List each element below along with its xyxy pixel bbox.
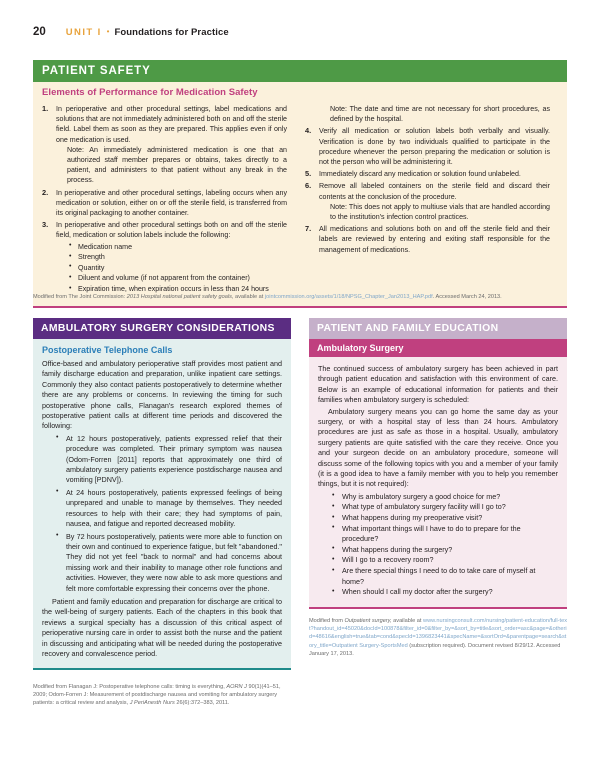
ambulatory-box-title: AMBULATORY SURGERY CONSIDERATIONS — [33, 318, 291, 339]
patient-safety-title: PATIENT SAFETY — [33, 60, 567, 82]
item-note: Note: This does not apply to multiuse vials that are handled according to the institution's infection control practices. — [330, 202, 550, 222]
list-item — [305, 126, 550, 167]
item-note: Note: The date and time are not necessary for short procedures, as defined by the hospital. — [330, 105, 550, 124]
source-italic: AORN J — [226, 684, 247, 690]
bullet-item: • What happens during the surgery? — [332, 545, 558, 556]
paragraph: The continued success of ambulatory surgery has been achieved in part through patient education and satisfaction with this environment of care. Below is an example of educational information for patients and their families when ambulatory surgery is scheduled: — [318, 364, 558, 405]
list-item — [305, 104, 550, 124]
bullet-item: • What happens during my preoperative visit? — [332, 513, 558, 524]
bullet-item: • At 24 hours postoperatively, patients expressed feelings of being unprepared and unable to manage by themselves. They needed resources to help with their care; they had symptoms of pain, nausea, and fatigue and reported decreased mobility. — [56, 488, 282, 530]
item-number: 6. — [305, 181, 312, 191]
source-link[interactable]: www.nursingconsult.com/nursing/patient-education/full-text?handout_id=45020&docId=100878&filter_id=0&filter_by=&sort_by=title&sort_order=asc&page=&otherid=48616&english=true&tab=cond&specId=1396823441&specName=&sortOrd=&parentpage=search&story_title=Outpatient Surgery-SportsMed — [309, 618, 567, 649]
unit-label: UNIT I — [65, 27, 102, 38]
ambulatory-box-bullets — [42, 434, 282, 594]
bullet-item: • Will I go to a recovery room? — [332, 555, 558, 566]
item-number: 2. — [42, 187, 49, 197]
patient-safety-right-list — [305, 104, 550, 255]
paragraph: Office-based and ambulatory perioperative staff provides most patient and family discharge education and preparation, unlike inpatient care settings. Commonly they also contact patients postoperatively to determine whether there are any problems or concerns. In reviewing the timing for such postoperative phone calls, Flanagan's research explored themes of postoperative patient calls at different time periods and discovered the following: — [42, 359, 282, 431]
patient-safety-subtitle: Elements of Performance for Medication Safety — [42, 87, 258, 98]
paragraph: Ambulatory surgery means you can go home the same day as your surgery, or with a hospital stay of less than 24 hours. Ambulatory procedures are just as safe as those in a hospital. Usually, ambulatory surgery patients are quite satisfied with the care they receive. Once you and your surgeon decide on an ambulatory procedure, someone will discuss some of the following topics with you and a member of your family (it is a good idea to have a family member with you to help you remember things, but it is not required): — [318, 406, 558, 489]
source-text — [33, 683, 291, 708]
ambulatory-box-source — [33, 676, 291, 708]
patient-safety-source — [33, 293, 567, 301]
list-item — [42, 220, 287, 294]
item-number: 3. — [42, 220, 49, 230]
source-italic: 2013 Hospital national patient safety goals, — [126, 294, 234, 300]
source-italic: J PeriAnesth Nurs — [129, 700, 175, 707]
source-prefix: Modified from Flanagan J: Postoperative telephone calls: timing is everything, — [33, 684, 227, 690]
bullet-item: • Strength — [69, 252, 287, 263]
education-box-bullets — [318, 492, 558, 598]
item-note: Note: An immediately administered medication is one that an authorized staff member prepares or obtains, takes directly to a patient, and administers to that patient without any break in the process. — [67, 145, 287, 185]
ambulatory-surgery-considerations-box — [33, 318, 291, 670]
bullet-item: • At 12 hours postoperatively, patients expressed relief that their procedure was completed. Their primary symptom was nausea (Odom-Forren [2011] reports that approximately one third of ambulatory surgery patients experience postdischarge nausea and vomiting [PDNV]). — [56, 434, 282, 486]
patient-safety-box — [33, 60, 567, 308]
item-text: In perioperative and other procedural settings, labeling occurs when any medication or solution, either on or off the sterile field, is transferred from its original packaging to another container. — [56, 188, 287, 218]
item-text: Verify all medication or solution labels both verbally and visually. Verification is done by two individuals qualified to participate in the procedure whenever the person preparing the medication or solution is not the person who will be administering it. — [319, 127, 550, 167]
item-text: All medications and solutions both on and off the sterile field and their labels are reviewed by entering and exiting staff responsible for the management of medications. — [319, 225, 550, 254]
education-box-subtitle: Ambulatory Surgery — [309, 339, 567, 357]
source-prefix: Modified from The Joint Commission: — [33, 294, 127, 300]
running-head — [33, 26, 229, 38]
source-suffix: 26(6):372–383, 2011. — [174, 700, 230, 707]
item-number: 7. — [305, 224, 312, 234]
page-number: 20 — [33, 26, 46, 38]
education-box-title: PATIENT AND FAMILY EDUCATION — [309, 318, 567, 339]
list-item — [305, 224, 550, 255]
patient-safety-columns — [33, 102, 567, 306]
patient-safety-left-list — [42, 104, 287, 295]
bullet-item: • Quantity — [69, 263, 287, 274]
item-text: Immediately discard any medication or solution found unlabeled. — [319, 170, 521, 179]
source-middle: 90(1)(41–51, 2009; Odom-Forren J: Measurement of postdischarge nausea and vomiting for ambulatory surgery patients: a critical review and analysis, — [33, 684, 281, 707]
source-suffix: (subscription required). Document revised 8/29/12. Accessed January 17, 2013. — [309, 642, 561, 657]
education-box-body — [309, 357, 567, 609]
source-middle: available at — [233, 294, 265, 300]
running-head-separator: • — [106, 27, 110, 36]
bullet-item: • What important things will I have to do to prepare for the procedure? — [332, 524, 558, 545]
bullet-item: • Why is ambulatory surgery a good choice for me? — [332, 492, 558, 503]
item-number: 4. — [305, 126, 312, 136]
bullet-item: • Expiration time, when expiration occurs in less than 24 hours — [69, 284, 287, 295]
ambulatory-box-subtitle: Postoperative Telephone Calls — [42, 345, 173, 355]
item-bullets — [56, 242, 287, 295]
education-box-source — [309, 610, 567, 658]
source-suffix: . Accessed March 24, 2013. — [432, 294, 502, 300]
item-number: 5. — [305, 169, 312, 179]
bullet-item: • What type of ambulatory surgery facility will I go to? — [332, 502, 558, 513]
bullet-item: • Diluent and volume (if not apparent from the container) — [69, 273, 287, 284]
bullet-item: • When should I call my doctor after the surgery? — [332, 587, 558, 598]
source-italic: Outpatient surgery, — [344, 618, 392, 624]
source-link[interactable]: jointcommission.org/assets/1/18/NPSG_Chapter_Jan2013_HAP.pdf — [264, 294, 433, 300]
list-item — [42, 188, 287, 219]
running-head-title: Foundations for Practice — [114, 27, 229, 38]
source-middle: available at — [391, 618, 424, 624]
bullet-item: • Medication name — [69, 242, 287, 253]
source-text — [309, 617, 567, 658]
list-item — [305, 169, 550, 179]
item-number: 1. — [42, 104, 49, 113]
list-item — [305, 181, 550, 222]
item-text: In perioperative and other procedural settings both on and off the sterile field, medication or solution labels include the following: — [56, 221, 287, 240]
item-text: In perioperative and other procedural settings, label medications and solutions that are not immediately administered both on and off the sterile field. Label them as soon as they are prepared. This applies even if only one medication is used. — [56, 105, 287, 144]
patient-safety-left-column — [42, 104, 287, 297]
source-prefix: Modified from — [309, 618, 345, 624]
bullet-item: • Are there special things I need to do to take care of myself at home? — [332, 566, 558, 587]
closing-paragraph: Patient and family education and preparation for discharge are critical to the well-being of surgery patients. Each of the chapters in this book that reviews a surgical specialty has a discussion of this critical aspect of perioperative nursing care in order to assist both the nurse and the patient in discussing and anticipating what will be needed during the postoperative recovery and convalescence period. — [42, 596, 282, 658]
ambulatory-box-body — [33, 339, 291, 670]
list-item — [42, 104, 287, 186]
item-text: Remove all labeled containers on the sterile field and discard their contents at the conclusion of the procedure. — [319, 182, 550, 201]
patient-safety-right-column — [305, 104, 550, 297]
bullet-item: • By 72 hours postoperatively, patients were more able to function on their own and continued to experience fatigue, but felt "abandoned." They did not yet feel "back to normal" and had concerns about missing work and their inability to manage other role functions and activities. However, they were now able to ask more questions and felt more comfortable expressing their concerns over the phone. — [56, 532, 282, 594]
